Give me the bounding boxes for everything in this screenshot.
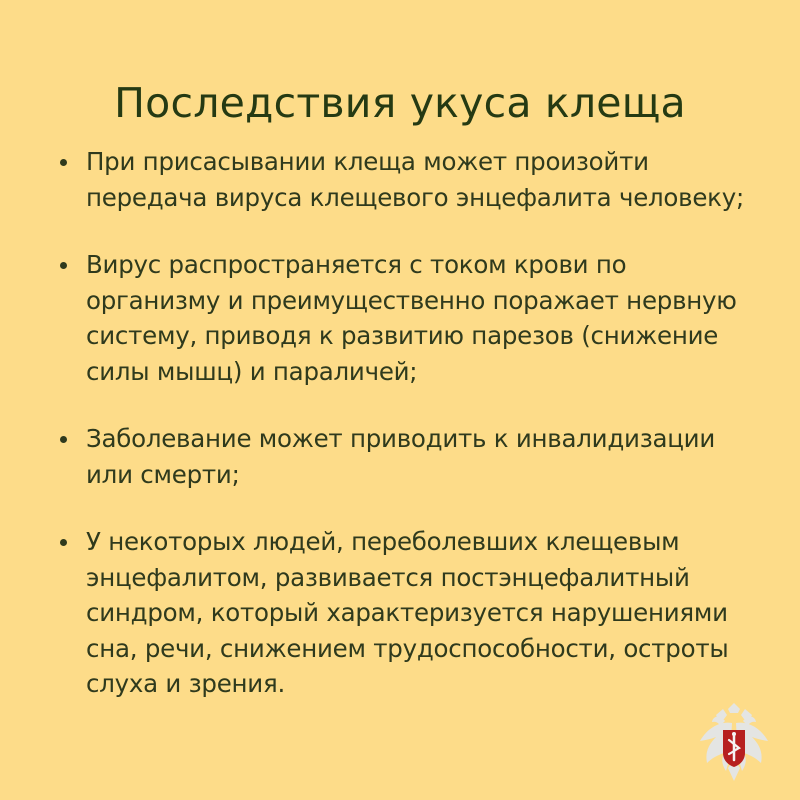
- list-item-line: энцефалитом, развивается постэнцефалитный: [86, 562, 690, 592]
- bullet-icon: [60, 262, 67, 269]
- list-item-line: сна, речи, снижением трудоспособности, остроты: [86, 633, 729, 663]
- list-item-line: Заболевание может приводить к инвалидизации: [86, 424, 716, 453]
- list-item: [60, 421, 775, 492]
- list-item: [60, 144, 775, 215]
- list-item-line: силы мышц) и параличей;: [86, 356, 418, 386]
- list-item-line: систему, приводя к развитию парезов (снижение: [86, 321, 719, 350]
- bullet-icon: [60, 539, 67, 546]
- bullet-icon: [60, 159, 67, 166]
- list-item-text: [86, 144, 775, 215]
- double-headed-eagle-emblem-icon: [697, 703, 771, 783]
- list-item-text: [86, 421, 775, 492]
- list-item: [60, 524, 775, 702]
- list-item-line: передача вируса клещевого энцефалита человеку;: [86, 182, 744, 212]
- consequences-list: [60, 144, 775, 734]
- list-item-text: [86, 247, 775, 389]
- list-item-text: [86, 524, 775, 702]
- list-item-line: слуха и зрения.: [86, 669, 286, 698]
- bullet-icon: [60, 436, 67, 443]
- list-item-line: Вирус распространяется с током крови по: [86, 250, 627, 279]
- list-item: [60, 247, 775, 389]
- list-item-line: При присасывании клеща может произойти: [86, 147, 649, 176]
- list-item-line: синдром, который характеризуется нарушениями: [86, 598, 728, 627]
- page-title: Последствия укуса клеща: [114, 79, 686, 128]
- list-item-line: У некоторых людей, переболевших клещевым: [86, 527, 680, 556]
- list-item-line: или смерти;: [86, 459, 240, 489]
- list-item-line: организму и преимущественно поражает нервную: [86, 285, 737, 315]
